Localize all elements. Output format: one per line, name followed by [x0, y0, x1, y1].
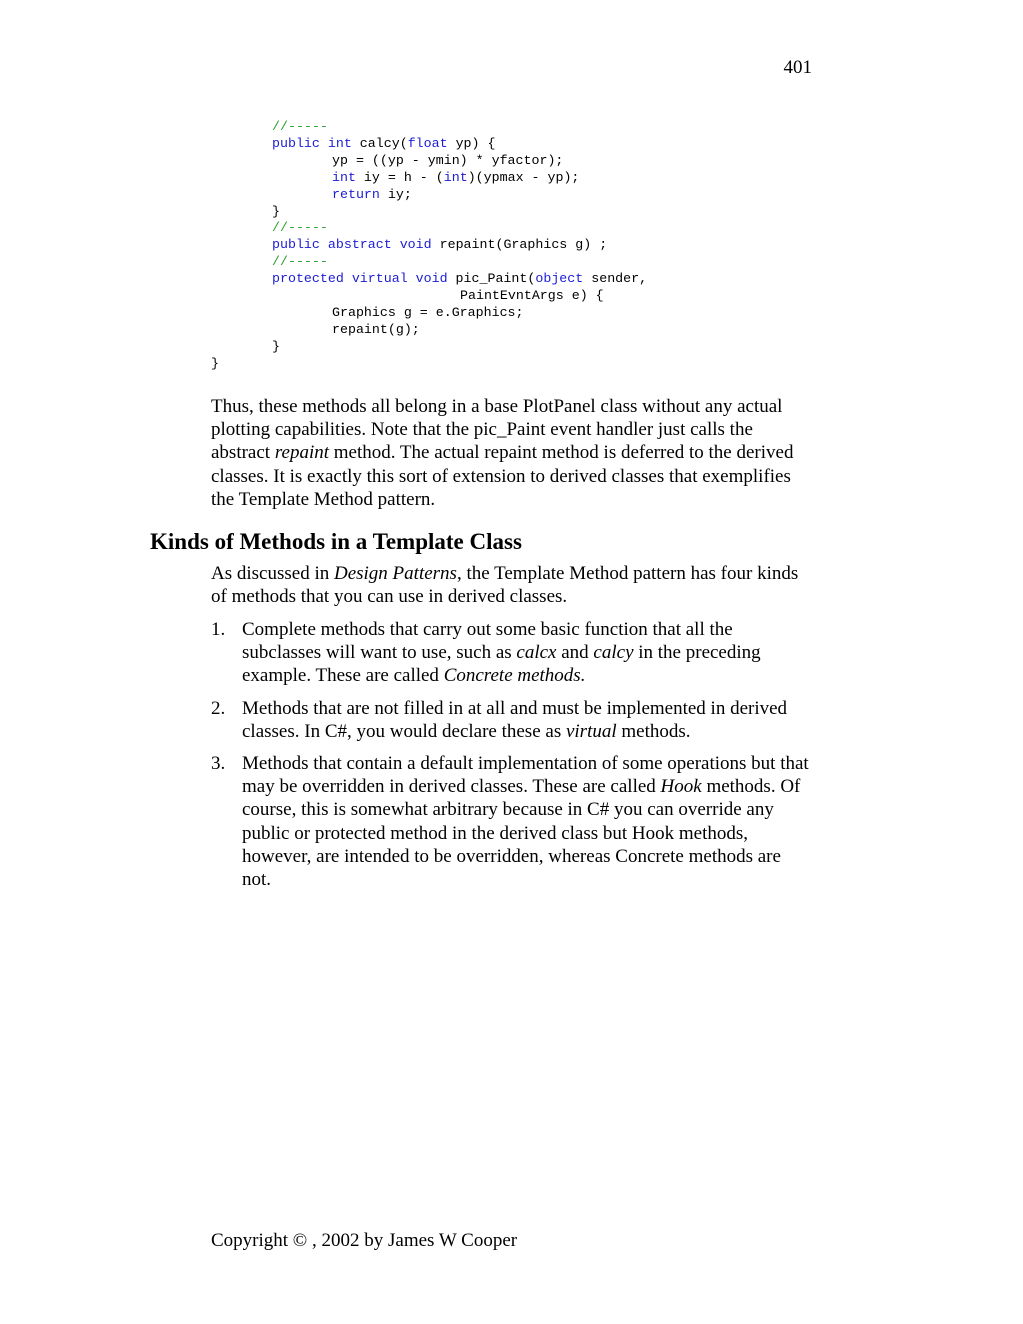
- text-run: Methods that contain a default implementation of some operations but that may be overridden in derived classes. These are called: [242, 753, 809, 798]
- section-heading: Kinds of Methods in a Template Class: [150, 529, 522, 554]
- text-run: methods.: [616, 720, 691, 742]
- code-text: PaintEvntArgs e) {: [460, 288, 604, 303]
- code-line: [272, 253, 328, 270]
- text-run: Complete methods that carry out some basic function that all the subclasses will want to use, such as: [242, 619, 733, 664]
- code-text: }: [211, 355, 219, 371]
- text-run: in the preceding example. These are called: [242, 642, 761, 687]
- code-text: [392, 237, 400, 252]
- page-number: 401: [783, 57, 812, 78]
- code-keyword: return: [332, 186, 380, 202]
- code-line: [272, 236, 607, 253]
- emphasis-text: Hook: [660, 776, 702, 798]
- code-text: iy;: [379, 186, 412, 202]
- emphasis-text: repaint: [274, 442, 330, 464]
- code-keyword: public: [272, 237, 320, 253]
- code-keyword: virtual: [351, 271, 408, 287]
- list-item-text: [242, 619, 761, 686]
- code-keyword: void: [399, 237, 432, 253]
- text-run: Methods that are not filled in at all and must be implemented in derived classes. In C#, you would declare these as: [242, 697, 788, 742]
- code-text: )(ypmax - yp);: [467, 169, 580, 185]
- code-text: calcy(: [351, 135, 408, 151]
- text-run: Thus, these methods all belong in a base PlotPanel class without any actual plotting capabilities. Note that the pic_Paint event handler just calls the abstract: [211, 396, 783, 464]
- code-text: }: [272, 203, 280, 219]
- methods-list: [211, 618, 811, 900]
- code-text: yp) {: [447, 135, 496, 151]
- text-run: As discussed in: [211, 563, 334, 584]
- code-text: pic_Paint(: [447, 271, 536, 287]
- code-line: [332, 169, 579, 186]
- code-line: [272, 203, 280, 220]
- list-number: 1.: [211, 619, 226, 640]
- code-keyword: public: [272, 135, 320, 151]
- code-comment: //-----: [272, 254, 328, 270]
- code-keyword: int: [327, 135, 352, 151]
- list-item: [211, 618, 811, 688]
- emphasis-text: Design Patterns: [333, 563, 457, 584]
- paragraph-template-explanation: [211, 395, 811, 511]
- text-run: , the Template Method pattern has four kinds of methods that you can use in derived classes.: [211, 563, 799, 608]
- code-text: [320, 136, 328, 151]
- code-text: repaint(g);: [332, 321, 420, 337]
- code-keyword: void: [415, 271, 448, 287]
- list-item: [211, 752, 811, 891]
- code-line: [272, 219, 328, 236]
- code-text: [408, 271, 416, 286]
- code-text: yp = ((yp - ymin) * yfactor);: [332, 152, 564, 168]
- emphasis-text: calcy: [593, 642, 634, 664]
- copyright-footer: Copyright © , 2002 by James W Cooper: [211, 1230, 518, 1251]
- text-run: and: [556, 642, 594, 664]
- code-text: repaint(Graphics g) ;: [431, 237, 608, 253]
- code-keyword: protected: [272, 271, 344, 287]
- code-line: [332, 321, 420, 338]
- code-line: [272, 118, 328, 135]
- code-text: [344, 271, 352, 286]
- code-keyword: int: [443, 169, 468, 185]
- emphasis-text: calcx: [516, 642, 557, 664]
- emphasis-text: Concrete methods.: [443, 665, 586, 687]
- code-comment: //-----: [272, 220, 328, 236]
- paragraph-kinds-intro: [211, 562, 811, 608]
- code-text: iy = h - (: [355, 169, 444, 185]
- list-item-text: [242, 753, 809, 890]
- code-text: sender,: [583, 271, 648, 287]
- code-line: [460, 287, 604, 304]
- text-run: method. The actual repaint method is deferred to the derived classes. It is exactly this sort of extension to derived classes that exemplifies the Template Method pattern.: [211, 442, 794, 510]
- list-item: [211, 697, 811, 743]
- code-line: [332, 186, 412, 203]
- code-text: [320, 237, 328, 252]
- list-item-text: [242, 698, 787, 742]
- code-keyword: object: [535, 271, 584, 287]
- code-comment: //-----: [272, 119, 328, 134]
- code-keyword: int: [332, 169, 356, 185]
- code-text: Graphics g = e.Graphics;: [332, 304, 524, 320]
- emphasis-text: virtual: [565, 720, 617, 742]
- code-line: [211, 355, 219, 372]
- code-keyword: float: [407, 135, 448, 151]
- code-text: }: [272, 338, 280, 354]
- code-line: [332, 152, 563, 169]
- list-number: 3.: [211, 753, 226, 775]
- code-line: [272, 338, 280, 355]
- code-line: [272, 270, 647, 287]
- code-line: [272, 135, 495, 152]
- code-keyword: abstract: [327, 237, 392, 253]
- text-run: methods. Of course, this is somewhat arbitrary because in C# you can override any public or protected method in the derived class but Hook methods, however, are intended to be overridden, whereas Concrete methods are not.: [242, 776, 801, 891]
- list-number: 2.: [211, 697, 226, 719]
- code-line: [332, 304, 524, 321]
